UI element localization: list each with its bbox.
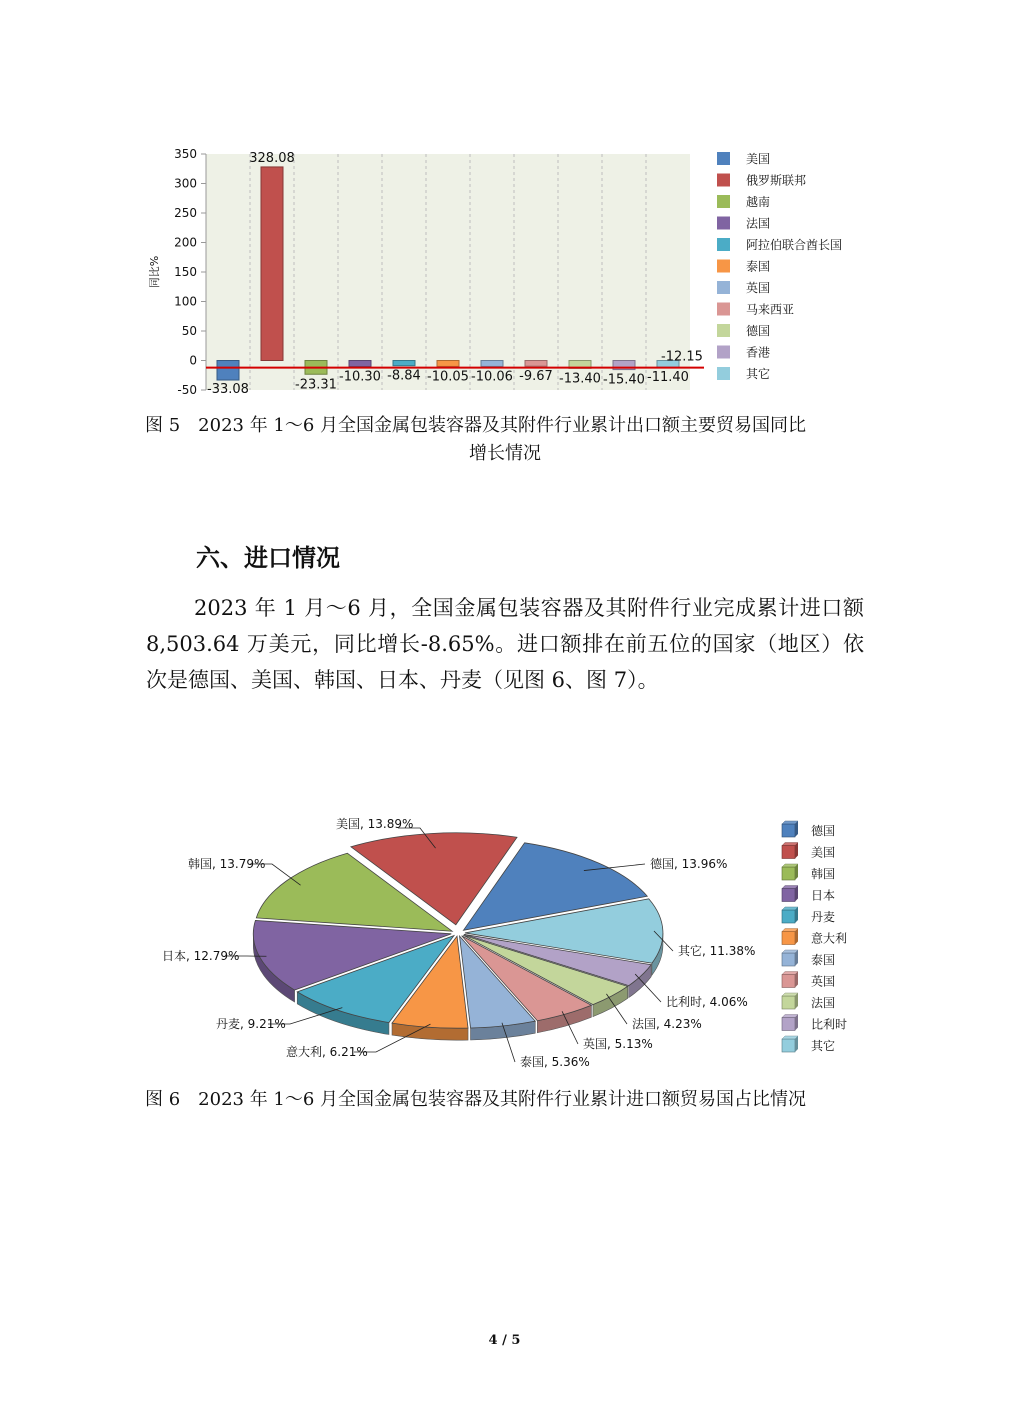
legend-swatch	[782, 932, 795, 945]
section-heading: 六、进口情况	[196, 544, 340, 572]
data-label: -10.06	[471, 369, 513, 385]
data-label: 328.08	[249, 150, 295, 166]
page-number: 4 / 5	[488, 1333, 521, 1348]
data-label: -15.40	[603, 372, 645, 388]
pie-data-label: 比利时, 4.06%	[666, 995, 748, 1009]
y-axis-label: 同比%	[148, 255, 161, 289]
legend-label: 德国	[746, 324, 771, 338]
pie-data-label: 日本, 12.79%	[162, 949, 240, 963]
legend-label: 美国	[746, 152, 771, 166]
pie-tops	[253, 833, 663, 1028]
pie-data-label: 其它, 11.38%	[678, 944, 756, 958]
legend-label: 比利时	[811, 1017, 848, 1032]
legend-swatch	[782, 824, 795, 837]
legend-swatch	[717, 324, 730, 337]
legend-label: 美国	[811, 845, 836, 860]
legend-swatch	[717, 346, 730, 359]
body-paragraph: 2023 年 1 月～6 月，全国金属包装容器及其附件行业完成累计进口额 8,503.64 万美元，同比增长-8.65%。进口额排在前五位的国家（地区）依次是德国、美国、韩国、日本、丹麦（见图 6、图 7）。	[146, 596, 864, 692]
legend-swatch	[717, 367, 730, 380]
legend-swatch	[717, 260, 730, 273]
data-label: -8.84	[387, 368, 421, 384]
data-label: -10.05	[427, 369, 469, 385]
legend-swatch	[782, 996, 795, 1009]
y-tick-label: 350	[174, 147, 197, 161]
data-label: -9.67	[519, 369, 553, 385]
legend-label: 韩国	[811, 867, 836, 881]
legend-label: 德国	[811, 824, 836, 838]
pie-data-label: 意大利, 6.21%	[286, 1045, 368, 1059]
legend-swatch	[717, 195, 730, 208]
bar	[481, 361, 503, 367]
reference-line-label: -12.15	[661, 349, 703, 365]
y-tick-label: 200	[174, 235, 197, 250]
legend-swatch	[717, 281, 730, 294]
legend-label: 阿拉伯联合酋长国	[746, 238, 843, 252]
import-share-pie-chart	[140, 808, 880, 1080]
y-tick-label: 250	[174, 206, 197, 220]
legend-swatch	[782, 846, 795, 859]
legend-swatch	[717, 217, 730, 230]
legend-swatch	[782, 1018, 795, 1031]
legend-swatch	[717, 174, 730, 187]
legend-label: 香港	[746, 345, 771, 360]
legend-label: 英国	[811, 974, 836, 989]
legend-swatch	[717, 152, 730, 165]
bar	[437, 361, 459, 367]
y-tick-label: 100	[174, 294, 197, 309]
pie-data-label: 德国, 13.96%	[650, 857, 728, 871]
bar	[525, 361, 547, 367]
bar	[349, 361, 371, 367]
legend-swatch	[717, 303, 730, 316]
legend-swatch	[782, 867, 795, 880]
pie-data-label: 泰国, 5.36%	[520, 1055, 590, 1069]
pie-data-label: 法国, 4.23%	[632, 1017, 702, 1031]
y-tick-label: 50	[181, 324, 197, 338]
legend-label: 马来西亚	[746, 302, 795, 317]
figure-5-caption-line1: 图 5 2023 年 1～6 月全国金属包装容器及其附件行业累计出口额主要贸易国同比	[145, 415, 807, 436]
data-label: -11.40	[647, 370, 689, 386]
legend-label: 日本	[811, 888, 836, 903]
legend-swatch	[782, 1039, 795, 1052]
legend-label: 其它	[746, 367, 771, 381]
data-label: -13.40	[559, 371, 601, 387]
legend-label: 泰国	[811, 953, 836, 967]
pie-data-label: 美国, 13.89%	[336, 817, 414, 831]
data-label: -33.08	[207, 382, 249, 397]
data-label: -23.31	[295, 377, 337, 393]
figure-5-caption-line2: 增长情况	[469, 443, 541, 464]
legend-label: 泰国	[746, 259, 771, 274]
y-tick-label: 0	[189, 353, 197, 368]
legend-swatch	[717, 238, 730, 251]
legend-label: 俄罗斯联邦	[746, 173, 807, 188]
legend-label: 丹麦	[811, 910, 836, 924]
pie-data-label: 韩国, 13.79%	[188, 857, 266, 871]
bar	[393, 361, 415, 366]
legend-label: 意大利	[811, 931, 848, 946]
legend-label: 法国	[746, 216, 771, 231]
legend-swatch	[782, 910, 795, 923]
export-growth-bar-chart	[140, 140, 880, 410]
legend-swatch	[782, 975, 795, 988]
figure-6-caption: 图 6 2023 年 1～6 月全国金属包装容器及其附件行业累计进口额贸易国占比情况	[145, 1089, 807, 1110]
y-tick-label: -50	[177, 383, 197, 397]
legend-label: 法国	[811, 996, 836, 1010]
legend-swatch	[782, 953, 795, 966]
pie-data-label: 丹麦, 9.21%	[216, 1017, 286, 1031]
figure-5-caption	[145, 412, 865, 468]
legend-label: 其它	[811, 1039, 836, 1053]
y-tick-label: 150	[174, 265, 197, 279]
bar	[217, 361, 239, 381]
bar	[261, 167, 283, 361]
legend-label: 英国	[746, 281, 771, 295]
legend-label: 越南	[746, 195, 771, 209]
pie-data-label: 英国, 5.13%	[583, 1037, 653, 1051]
data-label: -10.30	[339, 369, 381, 385]
legend-swatch	[782, 889, 795, 902]
y-tick-label: 300	[174, 176, 197, 191]
